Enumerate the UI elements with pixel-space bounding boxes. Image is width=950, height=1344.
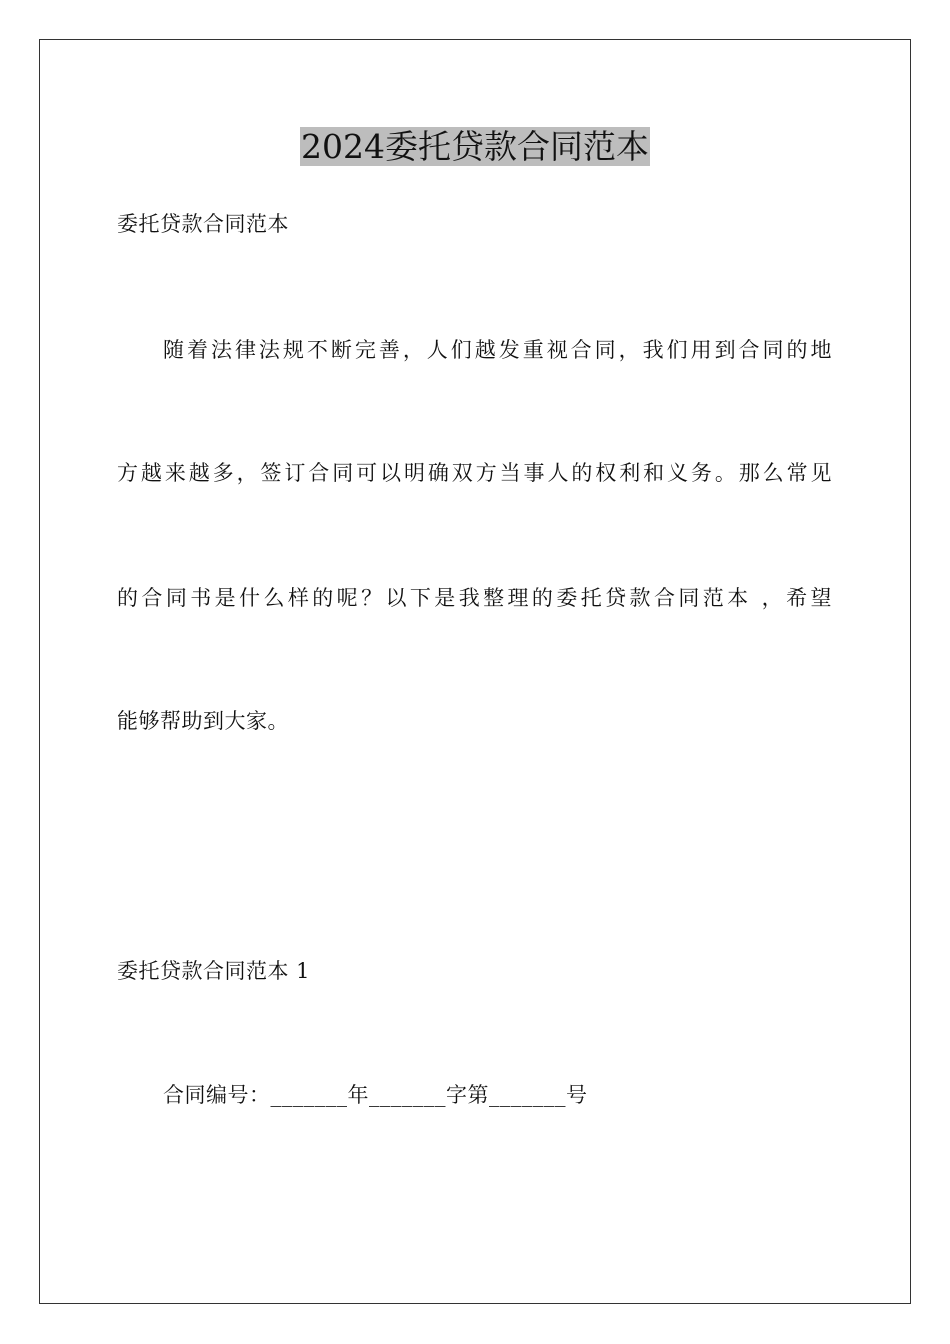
intro-line-1: 随着法律法规不断完善，人们越发重视合同，我们用到合同的地	[163, 338, 833, 362]
document-title-text: 2024委托贷款合同范本	[301, 127, 649, 166]
document-title	[0, 124, 950, 170]
intro-line-4: 能够帮助到大家。	[117, 709, 289, 733]
intro-line-3: 的合同书是什么样的呢？以下是我整理的委托贷款合同范本 ，希望	[117, 586, 833, 610]
document-subtitle: 委托贷款合同范本	[117, 212, 289, 236]
contract-number-line: 合同编号：_______年_______字第_______号	[163, 1083, 588, 1107]
section-heading: 委托贷款合同范本 1	[117, 959, 311, 983]
intro-line-2: 方越来越多，签订合同可以明确双方当事人的权利和义务。那么常见	[117, 461, 833, 485]
